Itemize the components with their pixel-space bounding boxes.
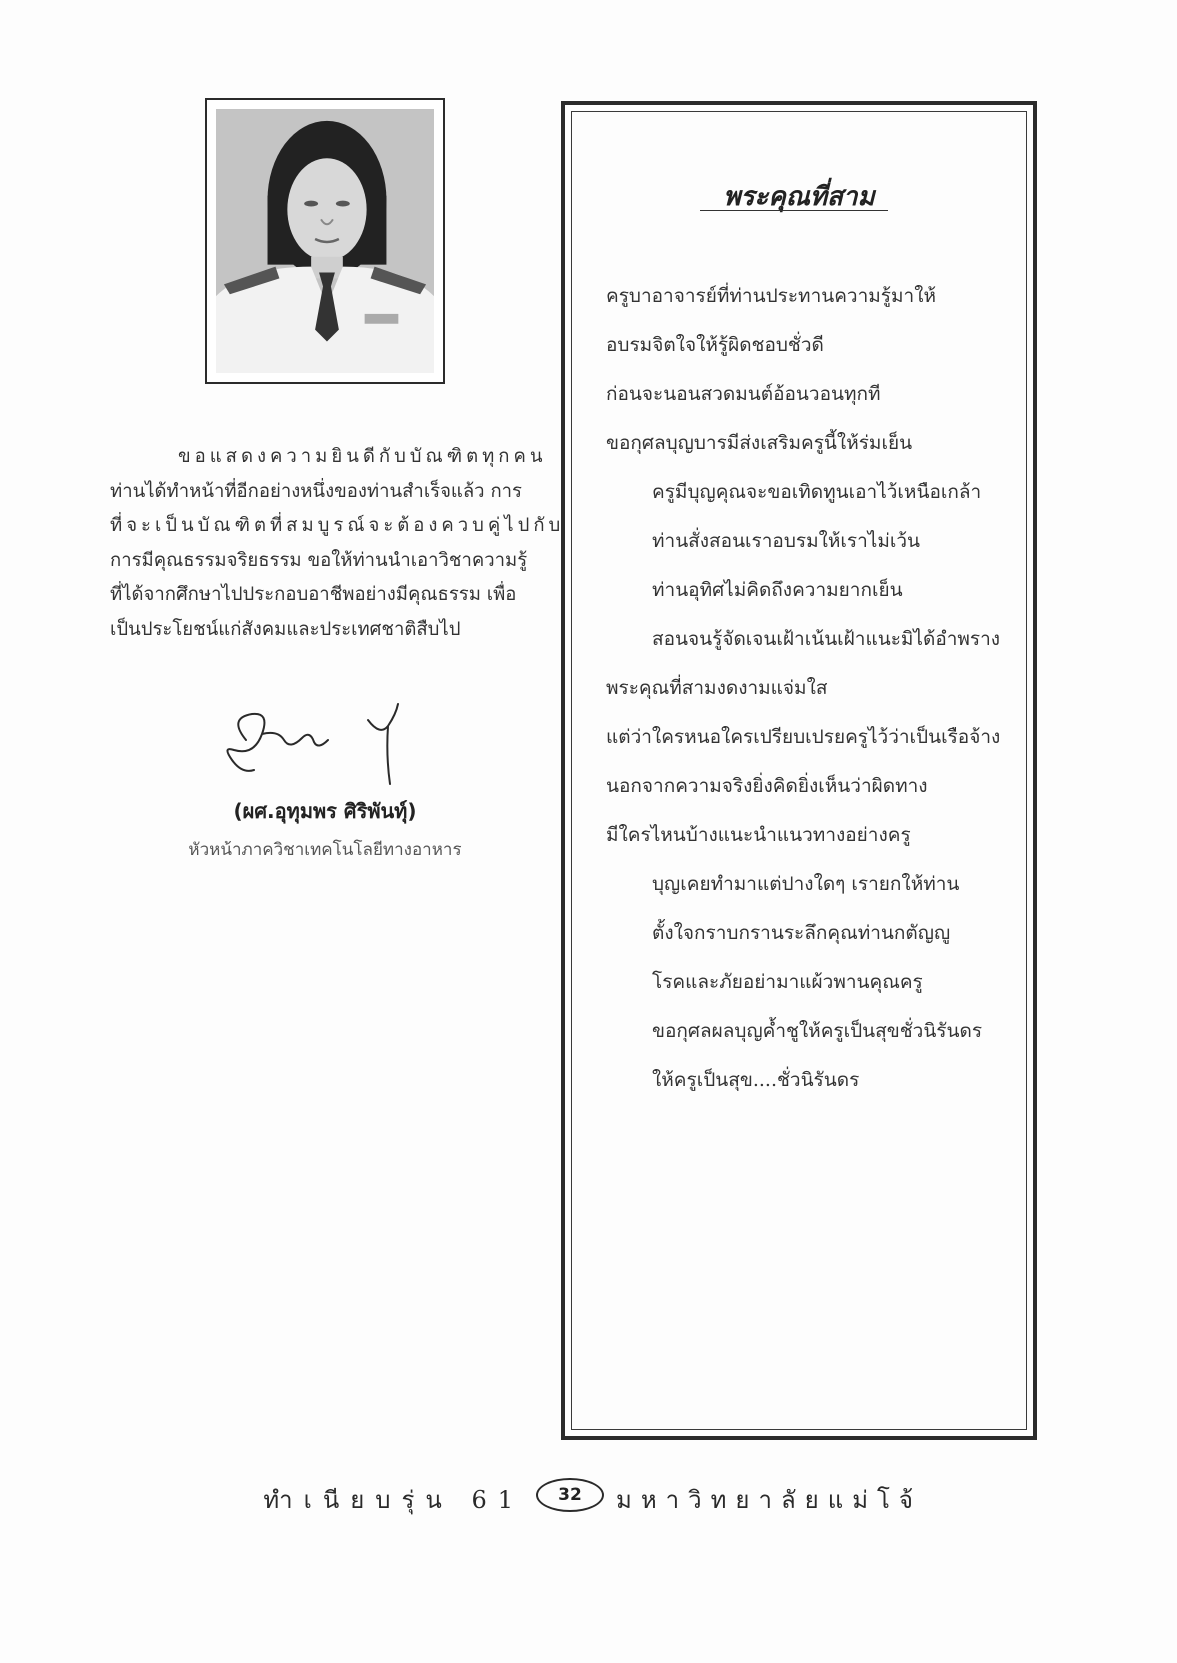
congratulatory-message bbox=[110, 440, 565, 647]
signer-title: หัวหน้าภาควิชาเทคโนโลยีทางอาหาร bbox=[188, 840, 462, 860]
signature-drawing bbox=[218, 700, 428, 790]
poem-line: ให้ครูเป็นสุข....ชั่วนิรันดร bbox=[652, 1069, 860, 1091]
poem-line: บุญเคยทำมาแต่ปางใดๆ เรายกให้ท่าน bbox=[652, 873, 960, 895]
poem-line: นอกจากความจริงยิ่งคิดยิ่งเห็นว่าผิดทาง bbox=[606, 775, 928, 797]
handwritten-signature bbox=[218, 700, 428, 790]
footer-university-label: มหาวิทยาลัยแม่โจ้ bbox=[616, 1486, 922, 1514]
poem-line: ขอกุศลบุญบารมีส่งเสริมครูนี้ให้ร่มเย็น bbox=[606, 432, 913, 454]
message-line: ขอแสดงความยินดีกับบัณฑิตทุกคน bbox=[178, 446, 547, 467]
poem-line: ครูบาอาจารย์ที่ท่านประทานความรู้มาให้ bbox=[606, 285, 936, 307]
poem-line: สอนจนรู้จัดเจนเฝ้าเน้นเฝ้าแนะมิได้อำพราง bbox=[652, 628, 1001, 650]
poem-line: พระคุณที่สามงดงามแจ่มใส bbox=[606, 677, 828, 699]
message-line: ที่จะเป็นบัณฑิตที่สมบูรณ์จะต้องควบคู่ไปกับ bbox=[110, 515, 565, 536]
page-footer bbox=[263, 1474, 922, 1518]
poem-line: ครูมีบุญคุณจะขอเทิดทูนเอาไว้เหนือเกล้า bbox=[652, 481, 982, 503]
poem-line: ท่านสั่งสอนเราอบรมให้เราไม่เว้น bbox=[652, 530, 921, 552]
footer-yearbook-label: ทำเนียบรุ่น 61 bbox=[263, 1486, 524, 1514]
poem-line: ตั้งใจกราบกรานระลึกคุณท่านกตัญญู bbox=[652, 922, 951, 944]
message-line: การมีคุณธรรมจริยธรรม ขอให้ท่านนำเอาวิชาความรู้ bbox=[110, 549, 528, 571]
portrait-illustration bbox=[216, 109, 434, 373]
portrait-image bbox=[216, 109, 434, 373]
poem-body bbox=[606, 272, 1026, 1105]
poem-title-underline bbox=[700, 210, 888, 211]
message-line: ที่ได้จากศึกษาไปประกอบอาชีพอย่างมีคุณธรรม เพื่อ bbox=[110, 584, 517, 605]
poem-line: อบรมจิตใจให้รู้ผิดชอบชั่วดี bbox=[606, 334, 824, 356]
poem-title: พระคุณที่สาม bbox=[723, 182, 875, 212]
message-line: ท่านได้ทำหน้าที่อีกอย่างหนึ่งของท่านสำเร็จแล้ว การ bbox=[110, 480, 522, 502]
poem-line: ก่อนจะนอนสวดมนต์อ้อนวอนทุกที bbox=[606, 383, 881, 405]
message-line: เป็นประโยชน์แก่สังคมและประเทศชาติสืบไป bbox=[110, 618, 461, 640]
poem-line: แต่ว่าใครหนอใครเปรียบเปรยครูไว้ว่าเป็นเรือจ้าง bbox=[606, 726, 1001, 748]
page-number-badge: 32 bbox=[536, 1478, 604, 1512]
poem-line: ขอกุศลผลบุญค้ำชูให้ครูเป็นสุขชั่วนิรันดร bbox=[652, 1020, 983, 1042]
poem-line: โรคและภัยอย่ามาแผ้วพานคุณครู bbox=[652, 971, 923, 993]
portrait-photo bbox=[205, 98, 445, 384]
poem-line: ท่านอุทิศไม่คิดถึงความยากเย็น bbox=[652, 579, 903, 601]
poem-line: มีใครไหนบ้างแนะนำแนวทางอย่างครู bbox=[606, 824, 911, 846]
signer-name: (ผศ.อุทุมพร ศิริพันทุ์) bbox=[233, 799, 417, 823]
